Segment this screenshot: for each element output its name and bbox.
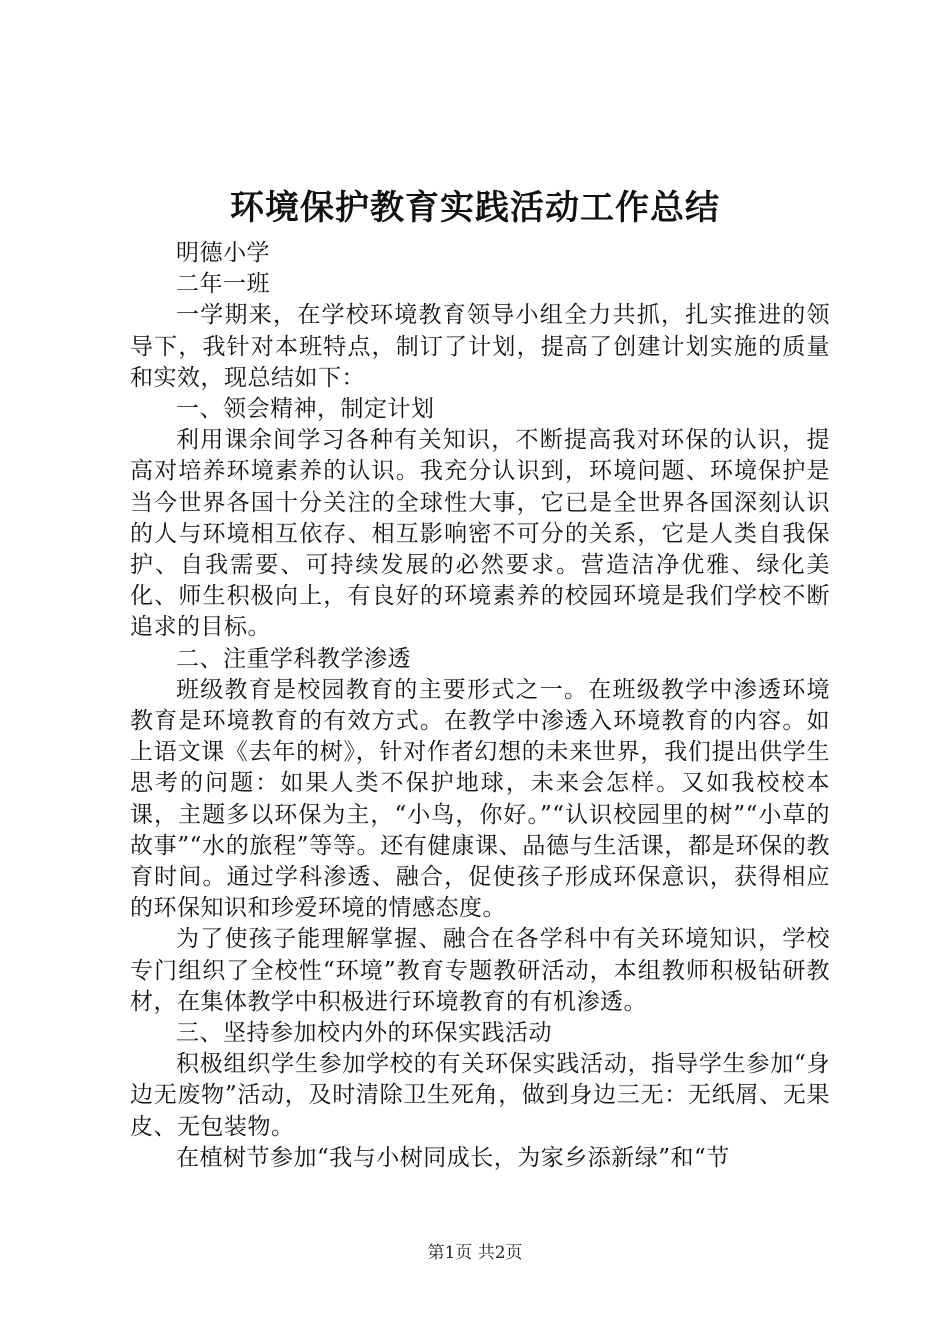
section-1-paragraph: 利用课余间学习各种有关知识，不断提高我对环保的认识，提高对培养环境素养的认识。我充分认识到，环境问题、环境保护是当今世界各国十分关注的全球性大事，它已是全世界各国深刻认识的人与环境相互依存、相互影响密不可分的关系，它是人类自我保护、自我需要、可持续发展的必然要求。营造洁净优雅、绿化美化、师生积极向上，有良好的环境素养的校园环境是我们学校不断追求的目标。 bbox=[130, 427, 830, 641]
section-2-paragraph-1: 班级教育是校园教育的主要形式之一。在班级教学中渗透环境教育是环境教育的有效方式。在教学中渗透入环境教育的内容。如上语文课《去年的树》，针对作者幻想的未来世界，我们提出供学生思考的问题：如果人类不保护地球，未来会怎样。又如我校校本课，主题多以环保为主，“小鸟，你好。”“认识校园里的树”“小草的故事”“水的旅程”等等。还有健康课、品德与生活课，都是环保的教育时间。通过学科渗透、融合，促使孩子形成环保意识，获得相应的环保知识和珍爱环境的情感态度。 bbox=[130, 676, 830, 922]
document-title: 环境保护教育实践活动工作总结 bbox=[230, 188, 720, 228]
section-2-paragraph-2: 为了使孩子能理解掌握、融合在各学科中有关环境知识，学校专门组织了全校性“环境”教育专题教研活动，本组教师积极钻研教材，在集体教学中积极进行环境教育的有机渗透。 bbox=[130, 926, 830, 1015]
section-heading-3: 三、坚持参加校内外的环保实践活动 bbox=[176, 1020, 552, 1047]
section-heading-1: 一、领会精神，制定计划 bbox=[176, 396, 435, 423]
section-heading-2: 二、注重学科教学渗透 bbox=[176, 645, 411, 672]
school-name: 明德小学 bbox=[176, 240, 270, 266]
document-body bbox=[130, 238, 830, 1174]
intro-paragraph: 一学期来，在学校环境教育领导小组全力共抓，扎实推进的领导下，我针对本班特点，制订了计划，提高了创建计划实施的质量和实效，现总结如下： bbox=[130, 302, 830, 391]
section-3-paragraph-1: 积极组织学生参加学校的有关环保实践活动，指导学生参加“身边无废物”活动，及时清除卫生死角，做到身边三无：无纸屑、无果皮、无包装物。 bbox=[130, 1051, 830, 1140]
page-footer: 第1页 共2页 bbox=[427, 1243, 523, 1263]
class-name: 二年一班 bbox=[176, 271, 270, 298]
section-3-paragraph-2: 在植树节参加“我与小树同成长，为家乡添新绿”和“节 bbox=[176, 1144, 730, 1171]
